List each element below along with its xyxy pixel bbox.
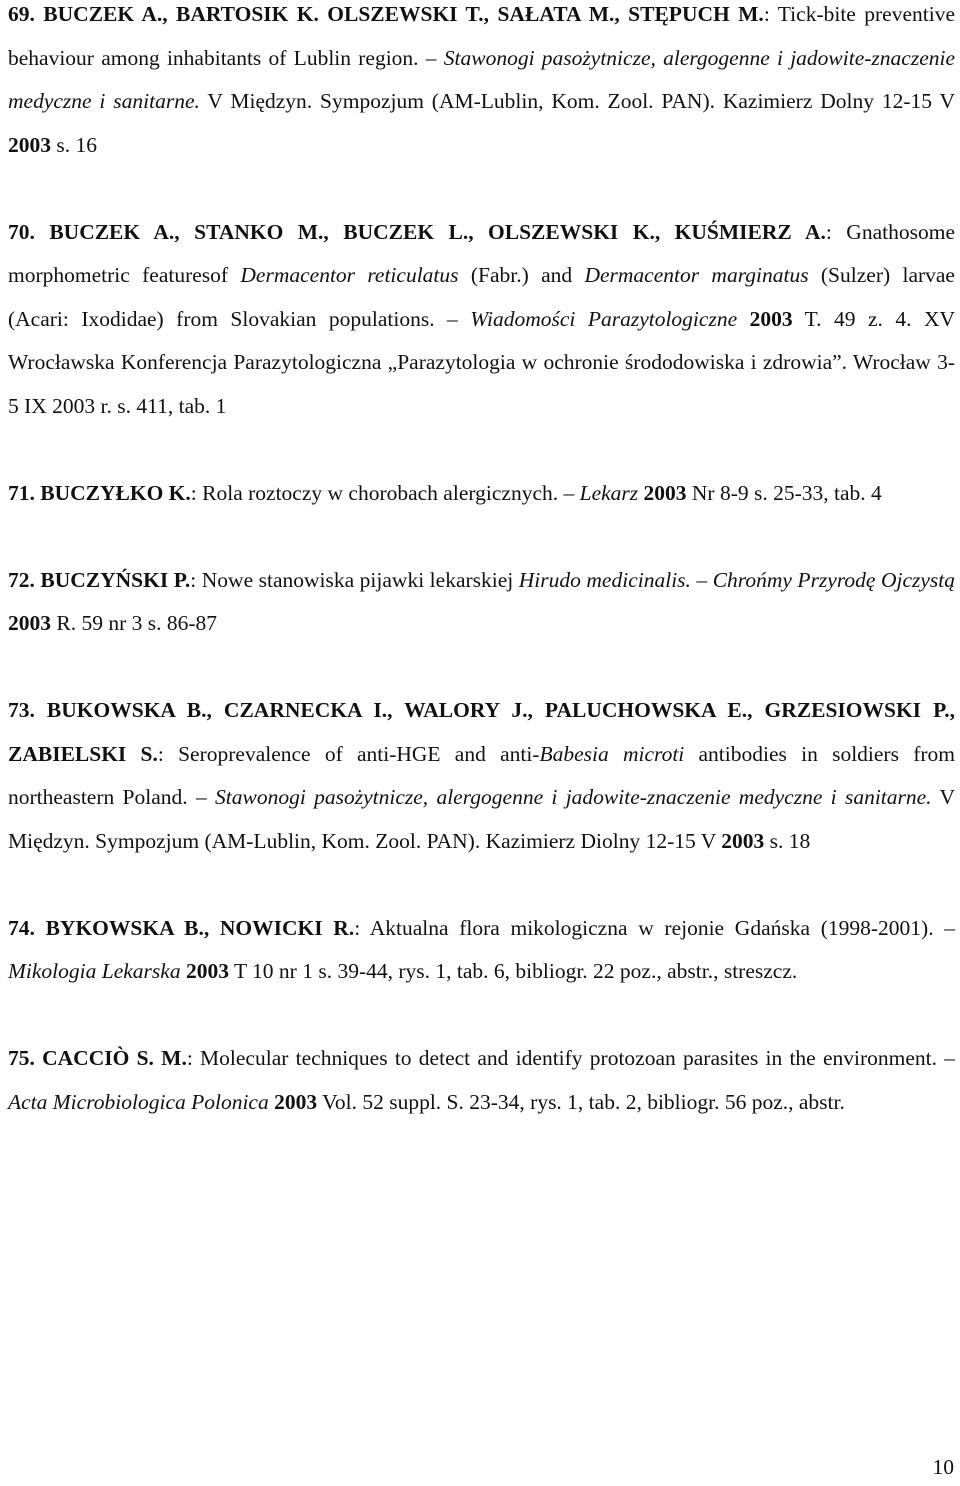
page-number: 10 bbox=[932, 1455, 954, 1479]
entry-source: – Acta Microbiologica Polonica bbox=[8, 1046, 956, 1114]
bibliography-entry-69 bbox=[8, 0, 955, 167]
entry-year: 2003 bbox=[8, 611, 51, 635]
entry-number: 73. bbox=[8, 698, 35, 722]
entry-authors: BUCZEK A., STANKO M., BUCZEK L., OLSZEWSKI K., KUŚMIERZ A. bbox=[49, 219, 826, 244]
entry-details: Vol. 52 suppl. S. 23-34, rys. 1, tab. 2, bibliogr. 56 poz., abstr. bbox=[317, 1089, 845, 1114]
entry-details: V Międzyn. Sympozjum (AM-Lublin, Kom. Zool. PAN). Kazimierz Diolny 12-15 V bbox=[8, 785, 955, 853]
entry-authors: BUCZYŁKO K. bbox=[40, 480, 191, 505]
bibliography-entry-71 bbox=[8, 472, 955, 516]
entry-species: Dermacentor reticulatus bbox=[240, 263, 459, 287]
entry-species: Babesia microti bbox=[539, 741, 685, 766]
entry-number: 74. bbox=[8, 915, 35, 940]
entry-source: – Stawonogi pasożytnicze, alergogenne i jadowite-znaczenie medyczne i sanitarne. bbox=[195, 785, 932, 809]
bibliography-entry-75 bbox=[8, 1037, 955, 1124]
entry-title: (Sulzer) larvae (Acari: Ixodidae) from Slovakian populations. bbox=[8, 263, 955, 331]
entry-source: – Lekarz bbox=[563, 480, 639, 505]
entry-number: 72. bbox=[8, 567, 35, 592]
entry-number: 70. bbox=[8, 219, 35, 244]
bibliography-entry-73 bbox=[8, 689, 955, 863]
entry-year: 2003 bbox=[749, 306, 793, 331]
bibliography-entry-74 bbox=[8, 907, 955, 994]
entry-authors: BYKOWSKA B., NOWICKI R. bbox=[45, 915, 355, 940]
entry-details: R. 59 nr 3 s. 86-87 bbox=[51, 611, 218, 635]
entry-species: Dermacentor marginatus bbox=[584, 263, 809, 287]
entry-title: : Rola roztoczy w chorobach alergicznych. bbox=[190, 480, 564, 505]
entry-species: Hirudo medicinalis. bbox=[518, 567, 691, 592]
entry-authors: BUCZYŃSKI P. bbox=[40, 567, 191, 592]
entry-number: 69. bbox=[8, 2, 35, 26]
entry-authors: CACCIÒ S. M. bbox=[42, 1046, 187, 1070]
entry-number: 71. bbox=[8, 480, 35, 505]
entry-number: 75. bbox=[8, 1046, 35, 1070]
entry-year: 2003 bbox=[643, 480, 687, 505]
entry-title: : Molecular techniques to detect and identify protozoan parasites in the environment. bbox=[186, 1046, 945, 1070]
entry-year: 2003 bbox=[721, 828, 765, 853]
entry-details: Nr 8-9 s. 25-33, tab. 4 bbox=[686, 480, 882, 505]
bibliography-page bbox=[8, 0, 955, 1124]
bibliography-entry-72 bbox=[8, 559, 955, 646]
entry-year: 2003 bbox=[8, 132, 51, 157]
entry-details: s. 18 bbox=[764, 828, 811, 853]
entry-source: – Wiadomości Parazytologiczne bbox=[447, 306, 738, 331]
entry-title: : Gnathosome morphometric featuresof bbox=[8, 219, 955, 287]
entry-title: antibodies in soldiers from northeastern Poland. bbox=[8, 741, 955, 809]
entry-details: T 10 nr 1 s. 39-44, rys. 1, tab. 6, bibliogr. 22 poz., abstr., streszcz. bbox=[228, 959, 798, 983]
entry-title: (Fabr.) and bbox=[458, 263, 585, 287]
entry-year: 2003 bbox=[185, 959, 229, 983]
entry-title: : Seroprevalence of anti-HGE and anti- bbox=[157, 741, 540, 766]
entry-details: s. 16 bbox=[51, 132, 97, 157]
entry-title: : Aktualna flora mikologiczna w rejonie Gdańska (1998-2001). bbox=[354, 915, 945, 940]
entry-source: – Stawonogi pasożytnicze, alergogenne i jadowite-znaczenie medyczne i sanitarne. bbox=[8, 45, 956, 113]
entry-source: – Mikologia Lekarska bbox=[8, 915, 956, 983]
entry-source: – Chrońmy Przyrodę Ojczystą bbox=[690, 567, 956, 592]
entry-authors: BUCZEK A., BARTOSIK K. OLSZEWSKI T., SAŁATA M., STĘPUCH M. bbox=[43, 2, 764, 26]
entry-authors: BUKOWSKA B., CZARNECKA I., WALORY J., PALUCHOWSKA E., GRZESIOWSKI P., ZABIELSKI S. bbox=[8, 698, 955, 766]
entry-details: T. 49 z. 4. XV Wrocławska Konferencja Parazytologiczna „Parazytologia w ochronie środodowiska i zdrowia”. Wrocław 3-5 IX 2003 r. s. 411, tab. 1 bbox=[8, 306, 955, 418]
entry-details: V Międzyn. Sympozjum (AM-Lublin, Kom. Zool. PAN). Kazimierz Dolny 12-15 V bbox=[199, 89, 955, 113]
entry-title: : Tick-bite preventive behaviour among inhabitants of Lublin region. bbox=[8, 2, 955, 70]
entry-year: 2003 bbox=[274, 1089, 318, 1114]
bibliography-entry-70 bbox=[8, 211, 955, 429]
entry-title: : Nowe stanowiska pijawki lekarskiej bbox=[190, 567, 519, 592]
